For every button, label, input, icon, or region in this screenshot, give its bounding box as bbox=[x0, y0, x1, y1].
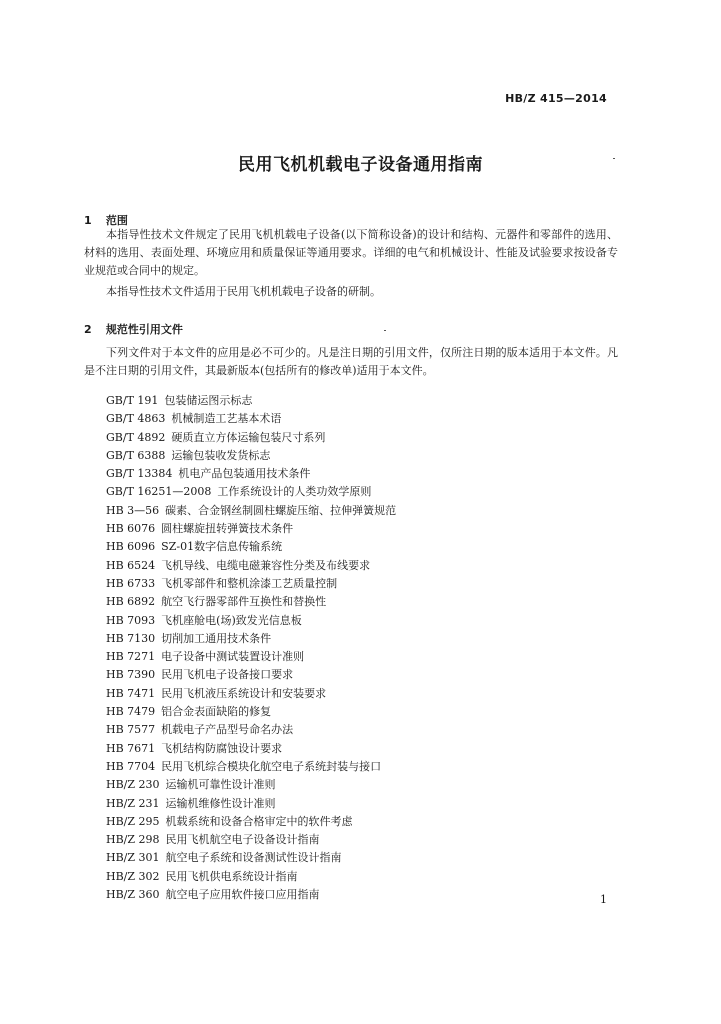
reference-title: 民用飞机液压系统设计和安装要求 bbox=[161, 686, 327, 700]
reference-title: 工作系统设计的人类功效学原则 bbox=[217, 485, 372, 499]
reference-title: 航空飞行器零部件互换性和替换性 bbox=[161, 595, 327, 609]
reference-code: GB/T 13384 bbox=[106, 467, 173, 481]
reference-item bbox=[106, 593, 396, 611]
references-intro-paragraph: 下列文件对于本文件的应用是必不可少的。凡是注日期的引用文件，仅所注日期的版本适用于本文件。凡是不注日期的引用文件，其最新版本(包括所有的修改单)适用于本文件。 bbox=[84, 346, 618, 377]
reference-item bbox=[106, 795, 396, 813]
reference-item bbox=[106, 612, 396, 630]
reference-title: 硬质直立方体运输包装尺寸系列 bbox=[171, 430, 326, 444]
reference-title: 飞机零部件和整机涂漆工艺质量控制 bbox=[161, 576, 338, 590]
reference-title: 民用飞机电子设备接口要求 bbox=[161, 668, 294, 682]
reference-title: 运输机可靠性设计准则 bbox=[165, 778, 276, 792]
reference-code: HB 6733 bbox=[106, 576, 156, 590]
reference-item bbox=[106, 886, 396, 904]
reference-item bbox=[106, 813, 396, 831]
scope-paragraph-2: 本指导性技术文件适用于民用飞机机载电子设备的研制。 bbox=[106, 285, 381, 298]
reference-item bbox=[106, 575, 396, 593]
reference-code: HB 7471 bbox=[106, 686, 156, 700]
reference-item bbox=[106, 520, 396, 538]
reference-code: GB/T 4863 bbox=[106, 412, 166, 426]
reference-code: HB 6096 bbox=[106, 540, 156, 554]
reference-code: HB/Z 298 bbox=[106, 833, 160, 847]
reference-code: HB 6524 bbox=[106, 558, 156, 572]
reference-title: 运输包装收发货标志 bbox=[171, 448, 271, 462]
reference-title: 民用飞机供电系统设计指南 bbox=[165, 869, 298, 883]
reference-title: 切削加工通用技术条件 bbox=[161, 631, 272, 645]
reference-item bbox=[106, 648, 396, 666]
reference-code: HB/Z 301 bbox=[106, 851, 160, 865]
reference-item bbox=[106, 410, 396, 428]
reference-item bbox=[106, 740, 396, 758]
scope-paragraph-1: 本指导性技术文件规定了民用飞机机载电子设备(以下简称设备)的设计和结构、元器件和零部件的选用、材料的选用、表面处理、环境应用和质量保证等通用要求。详细的电气和机械设计、性能及试验要求按设备专业规范或合同中的规定。 bbox=[84, 228, 618, 277]
reference-title: 民用飞机综合模块化航空电子系统封装与接口 bbox=[161, 759, 382, 773]
reference-code: GB/T 191 bbox=[106, 394, 159, 407]
reference-code: HB 6076 bbox=[106, 522, 156, 536]
reference-item bbox=[106, 483, 396, 501]
reference-title: 碳素、合金钢丝制圆柱螺旋压缩、拉伸弹簧规范 bbox=[165, 503, 397, 517]
reference-code: HB 7093 bbox=[106, 613, 156, 627]
reference-title: SZ-01数字信息传输系统 bbox=[161, 540, 283, 554]
reference-code: HB 7577 bbox=[106, 723, 156, 737]
reference-item bbox=[106, 392, 396, 410]
reference-code: HB 7130 bbox=[106, 631, 156, 645]
reference-title: 飞机结构防腐蚀设计要求 bbox=[161, 741, 283, 755]
reference-code: HB/Z 231 bbox=[106, 796, 160, 810]
reference-title: 民用飞机航空电子设备设计指南 bbox=[165, 833, 320, 847]
reference-title: 电子设备中测试装置设计准则 bbox=[161, 650, 305, 664]
reference-title: 飞机座舱电(场)致发光信息板 bbox=[161, 613, 302, 627]
reference-item bbox=[106, 831, 396, 849]
reference-item bbox=[106, 776, 396, 794]
reference-item bbox=[106, 557, 396, 575]
section-title: 范围 bbox=[105, 214, 128, 227]
scan-speck bbox=[384, 330, 386, 331]
reference-item bbox=[106, 685, 396, 703]
scan-speck bbox=[613, 158, 615, 159]
reference-title: 运输机维修性设计准则 bbox=[165, 796, 276, 810]
reference-code: GB/T 4892 bbox=[106, 430, 166, 444]
reference-item bbox=[106, 758, 396, 776]
section-number: 1 bbox=[84, 214, 92, 227]
reference-code: GB/T 6388 bbox=[106, 448, 166, 462]
reference-item bbox=[106, 849, 396, 867]
reference-title: 包装储运图示标志 bbox=[164, 394, 253, 407]
section-heading-normative-references bbox=[84, 321, 183, 337]
section-number: 2 bbox=[84, 323, 92, 336]
reference-item bbox=[106, 502, 396, 520]
reference-code: HB/Z 230 bbox=[106, 778, 160, 792]
reference-item bbox=[106, 666, 396, 684]
reference-title: 航空电子系统和设备测试性设计指南 bbox=[165, 851, 342, 865]
reference-item bbox=[106, 429, 396, 447]
section-title: 规范性引用文件 bbox=[105, 323, 183, 336]
reference-list bbox=[106, 392, 396, 904]
reference-code: GB/T 16251—2008 bbox=[106, 485, 212, 499]
reference-item bbox=[106, 465, 396, 483]
reference-code: HB 7671 bbox=[106, 741, 156, 755]
reference-title: 圆柱螺旋扭转弹簧技术条件 bbox=[161, 522, 294, 536]
reference-title: 机电产品包装通用技术条件 bbox=[178, 467, 311, 481]
reference-code: HB 7271 bbox=[106, 650, 156, 664]
reference-title: 机载电子产品型号命名办法 bbox=[161, 723, 294, 737]
reference-code: HB 7390 bbox=[106, 668, 156, 682]
reference-item bbox=[106, 868, 396, 886]
reference-title: 铝合金表面缺陷的修复 bbox=[161, 705, 272, 719]
reference-code: HB/Z 360 bbox=[106, 888, 160, 902]
reference-title: 飞机导线、电缆电磁兼容性分类及布线要求 bbox=[161, 558, 371, 572]
reference-code: HB 7704 bbox=[106, 759, 156, 773]
reference-code: HB/Z 302 bbox=[106, 869, 160, 883]
reference-code: HB 7479 bbox=[106, 705, 156, 719]
page-number: 1 bbox=[600, 893, 607, 906]
reference-title: 机载系统和设备合格审定中的软件考虑 bbox=[165, 814, 353, 828]
reference-code: HB/Z 295 bbox=[106, 814, 160, 828]
reference-title: 机械制造工艺基本术语 bbox=[171, 412, 282, 426]
reference-item bbox=[106, 538, 396, 556]
reference-item bbox=[106, 703, 396, 721]
standard-number: HB/Z 415—2014 bbox=[505, 92, 607, 105]
reference-item bbox=[106, 447, 396, 465]
reference-code: HB 6892 bbox=[106, 595, 156, 609]
reference-code: HB 3—56 bbox=[106, 503, 160, 517]
document-title: 民用飞机机载电子设备通用指南 bbox=[238, 155, 483, 175]
reference-title: 航空电子应用软件接口应用指南 bbox=[165, 888, 320, 902]
reference-item bbox=[106, 721, 396, 739]
reference-item bbox=[106, 630, 396, 648]
